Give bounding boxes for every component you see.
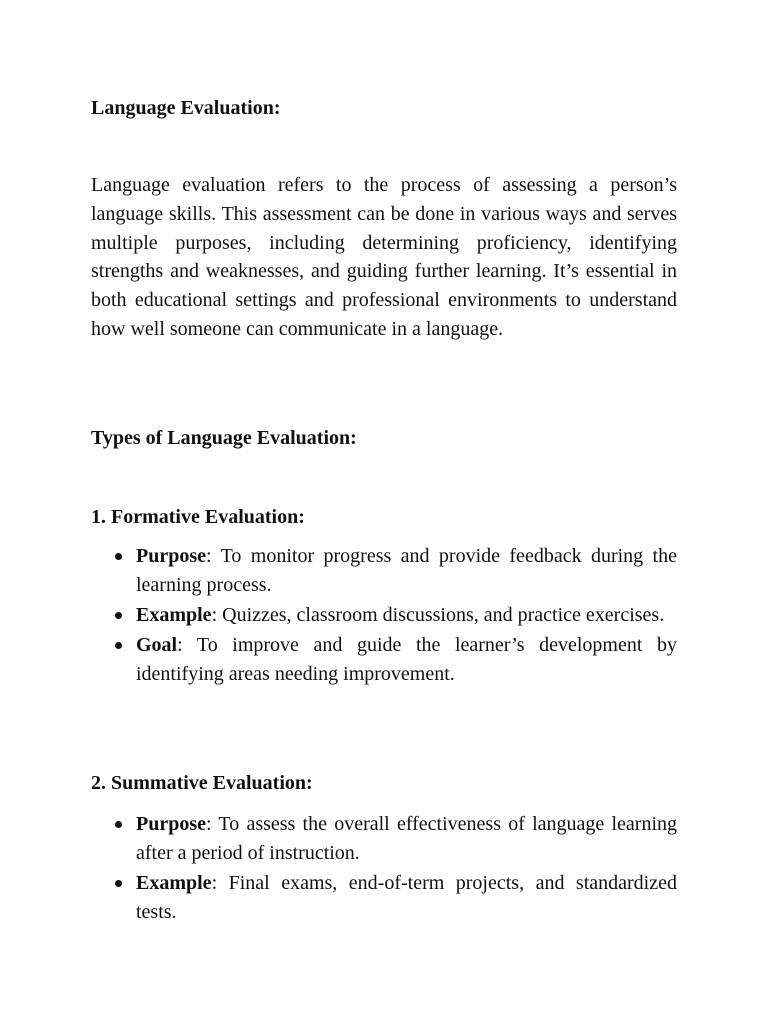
bullet-text: : To assess the overall effectiveness of language learning after a period of instruction. xyxy=(136,813,677,864)
bullet-text: : To improve and guide the learner’s development by identifying areas needing improvement. xyxy=(136,634,677,685)
bullet-icon xyxy=(115,880,122,887)
bullet-term: Goal xyxy=(136,634,178,656)
bullet-icon xyxy=(115,612,122,619)
bullet-icon xyxy=(115,821,122,828)
summative-list xyxy=(91,810,677,928)
bullet-text: : Quizzes, classroom discussions, and practice exercises. xyxy=(211,604,665,626)
bullet-icon xyxy=(115,642,122,649)
list-item xyxy=(91,810,677,868)
formative-list xyxy=(91,542,677,690)
bullet-text: : To monitor progress and provide feedback during the learning process. xyxy=(136,545,677,596)
formative-heading: 1. Formative Evaluation: xyxy=(91,506,305,528)
bullet-text: : Final exams, end-of-term projects, and standardized tests. xyxy=(136,872,677,923)
intro-paragraph: Language evaluation refers to the process of assessing a person’s language skills. This assessment can be done in various ways and serves multiple purposes, including determining proficiency, identifying strengths and weaknesses, and guiding further learning. It’s essential in both educational settings and professional environments to understand how well someone can communicate in a language. xyxy=(91,174,677,340)
bullet-icon xyxy=(115,553,122,560)
list-item xyxy=(91,542,677,600)
bullet-term: Example xyxy=(136,872,212,894)
bullet-term: Example xyxy=(136,604,212,626)
bullet-term: Purpose xyxy=(136,545,206,567)
list-item xyxy=(91,869,677,927)
summative-heading: 2. Summative Evaluation: xyxy=(91,772,313,794)
types-heading: Types of Language Evaluation: xyxy=(91,427,357,449)
list-item xyxy=(91,601,677,630)
document-title: Language Evaluation: xyxy=(91,97,281,119)
bullet-term: Purpose xyxy=(136,813,206,835)
list-item xyxy=(91,631,677,689)
